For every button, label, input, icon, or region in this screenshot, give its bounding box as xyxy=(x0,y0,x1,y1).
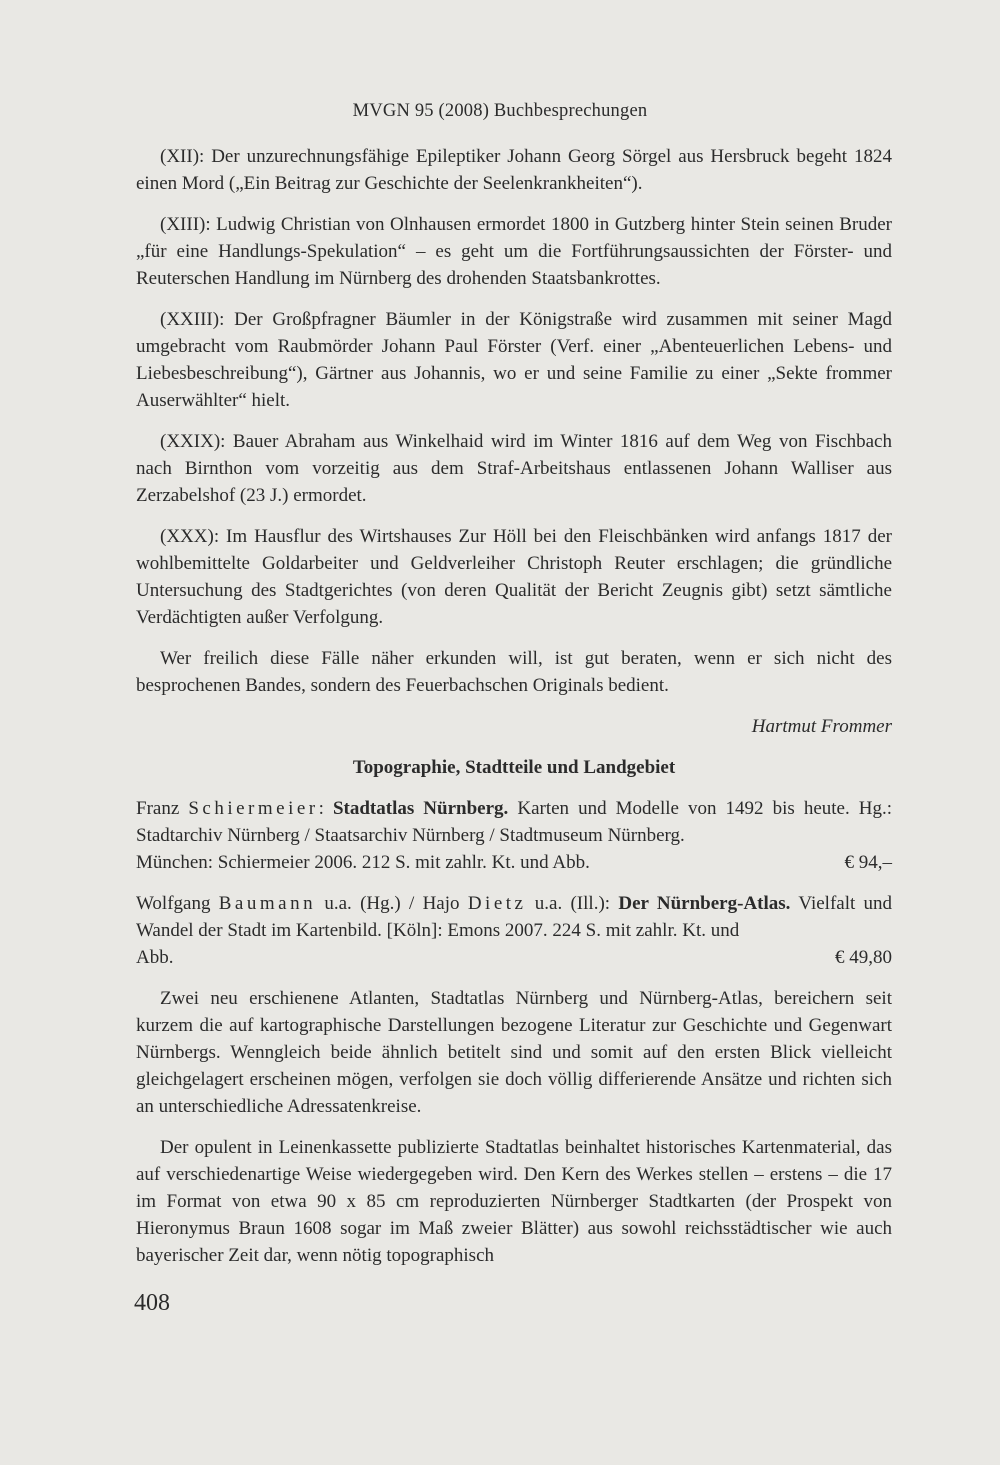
book-details: Karten und Modelle von 1492 bis heute. Hg.: Stadtarchiv Nürnberg / Staatsarchiv Nürnberg / Stadtmuseum Nürnberg. xyxy=(136,798,893,846)
publication-info: München: Schiermeier 2006. 212 S. mit zahlr. Kt. und Abb. xyxy=(136,852,590,873)
paragraph: Zwei neu erschienene Atlanten, Stadtatlas Nürnberg und Nürnberg-Atlas, bereichern seit kurzem die auf kartographische Darstellungen bezogene Literatur zur Geschichte und Gegenwart Nürnbergs. Wenngleich beide ähnlich betitelt sind und somit auf den ersten Blick vielleicht gleichgelagert erscheinen mögen, verfolgen sie doch völlig differierende Ansätze und richten sich an unterschiedliche Adressatenkreise. xyxy=(136,988,892,1117)
paragraph: (XII): Der unzurechnungsfähige Epileptiker Johann Georg Sörgel aus Hersbruck begeht 1824 einen Mord („Ein Beitrag zur Geschichte der Seelenkrankheiten“). xyxy=(136,146,892,194)
paragraph: Wer freilich diese Fälle näher erkunden will, ist gut beraten, wenn er sich nicht des besprochenen Bandes, sondern des Feuerbachschen Originals bedient. xyxy=(136,648,892,696)
book-details: Vielfalt und Wandel der Stadt im Kartenbild. [Köln]: Emons 2007. 224 S. mit zahlr. Kt. und xyxy=(136,893,893,941)
running-header: MVGN 95 (2008) Buchbesprechungen xyxy=(352,101,648,121)
editor-note: u.a. (Hg.) / Hajo xyxy=(324,893,460,914)
section-title: Topographie, Stadtteile und Landgebiet xyxy=(352,757,676,778)
bibliography-entry-1 xyxy=(136,795,892,876)
illustrator-last-name: Dietz xyxy=(467,893,527,914)
author-last-name: Baumann xyxy=(218,893,317,914)
body-text xyxy=(136,143,892,1283)
price: € 49,80 xyxy=(835,947,892,968)
reviewer-signature: Hartmut Frommer xyxy=(751,716,892,737)
separator: : xyxy=(318,798,324,819)
book-title: Stadtatlas Nürnberg. xyxy=(332,798,509,819)
author-first-name: Wolfgang xyxy=(136,893,211,914)
price: € 94,– xyxy=(844,852,892,873)
page-number: 408 xyxy=(134,1290,170,1316)
paragraph: (XIII): Ludwig Christian von Olnhausen ermordet 1800 in Gutzberg hinter Stein seinen Bruder „für eine Handlungs-Spekulation“ – es geht um die Fortführungsaussichten der Förster- und Reuterschen Handlung im Nürnberg des drohenden Staatsbankrottes. xyxy=(136,214,892,289)
publication-info: Abb. xyxy=(136,947,174,968)
illustrator-note: u.a. (Ill.): xyxy=(534,893,611,914)
paragraph: (XXX): Im Hausflur des Wirtshauses Zur Höll bei den Fleischbänken wird anfangs 1817 der wohlbemittelte Goldarbeiter und Geldverleiher Christoph Reuter erschlagen; die gründliche Untersuchung des Stadtgerichtes (von deren Qualität der Bericht Zeugnis gibt) setzt sämtliche Verdächtigten außer Verfolgung. xyxy=(136,526,892,628)
paragraph: (XXIX): Bauer Abraham aus Winkelhaid wird im Winter 1816 auf dem Weg von Fischbach nach Birnthon vom vorzeitig aus dem Straf-Arbeitshaus entlassenen Johann Walliser aus Zerzabelshof (23 J.) ermordet. xyxy=(136,431,892,506)
paragraph: (XXIII): Der Großpfragner Bäumler in der Königstraße wird zusammen mit seiner Magd umgebracht vom Raubmörder Johann Paul Förster (Verf. einer „Abenteuerlichen Lebens- und Liebesbeschreibung“), Gärtner aus Johannis, wo er und seine Familie zu einer „Sekte frommer Auserwählter“ hielt. xyxy=(136,309,892,411)
bibliography-entry-2 xyxy=(136,890,892,971)
author-last-name: Schiermeier xyxy=(188,798,319,819)
book-title: Der Nürnberg-Atlas. xyxy=(618,893,791,914)
paragraph: Der opulent in Leinenkassette publizierte Stadtatlas beinhaltet historisches Kartenmaterial, das auf verschiedenartige Weise wiedergegeben wird. Den Kern des Werkes stellen – erstens – die 17 im Format von etwa 90 x 85 cm reproduzierten Nürnberger Stadtkarten (der Prospekt von Hieronymus Braun 1608 sogar im Maß zweier Blätter) aus sowohl reichsstädtischer wie auch bayerischer Zeit dar, wenn nötig topographisch xyxy=(136,1137,892,1266)
author-first-name: Franz xyxy=(136,798,180,819)
